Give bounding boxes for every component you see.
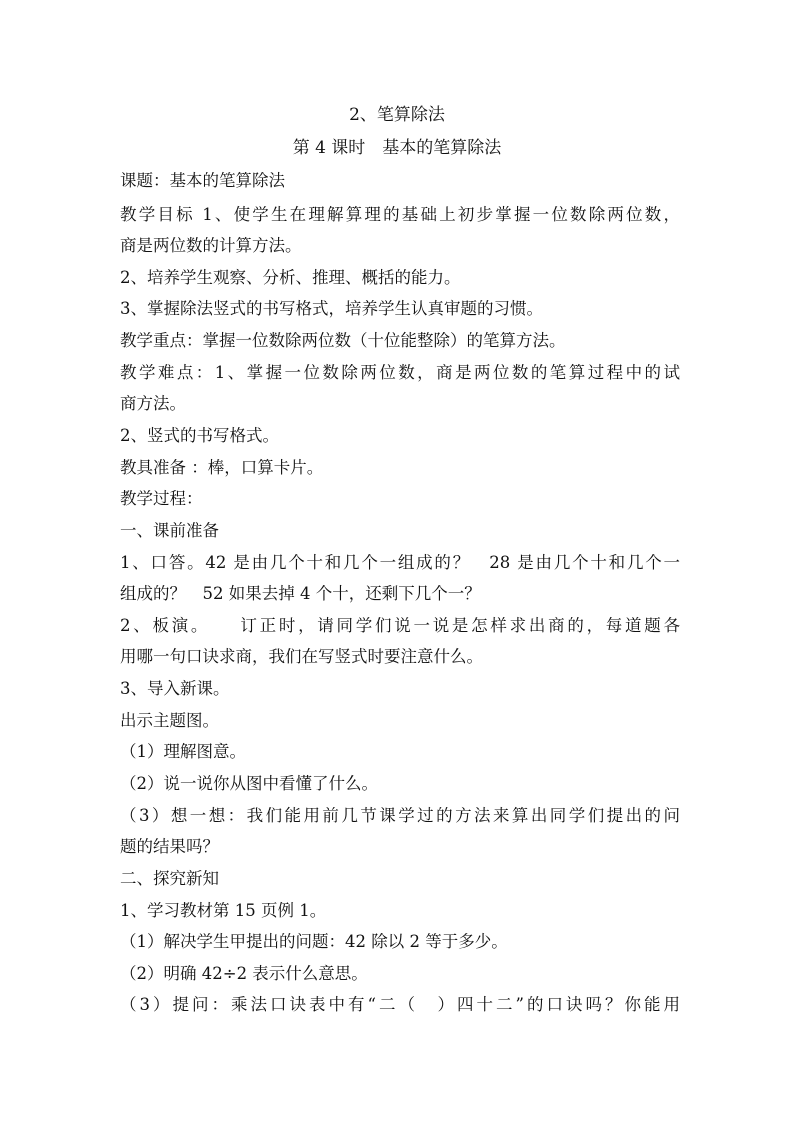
text-line: 教学重点：掌握一位数除两位数（十位能整除）的笔算方法。 <box>120 331 566 350</box>
text-line: 题的结果吗？ <box>120 837 219 856</box>
text-line: 一、课前准备 <box>120 521 219 540</box>
text-line: 1、口答。42 是由几个十和几个一组成的？ 28 是由几个十和几个一 <box>120 553 680 572</box>
text-line: 教学难点：1、掌握一位数除两位数，商是两位数的笔算过程中的试 <box>120 363 680 382</box>
text-line: （2）明确 42÷2 表示什么意思。 <box>120 964 368 983</box>
text-line: 教学目标 1、使学生在理解算理的基础上初步掌握一位数除两位数， <box>120 205 680 224</box>
text-line: 商是两位数的计算方法。 <box>120 236 302 255</box>
text-line: 3、掌握除法竖式的书写格式，培养学生认真审题的习惯。 <box>120 299 543 318</box>
text-line: 2、培养学生观察、分析、推理、概括的能力。 <box>120 268 461 287</box>
text-line: 2、竖式的书写格式。 <box>120 426 279 445</box>
text-line: 组成的？ 52 如果去掉 4 个十，还剩下几个一？ <box>120 584 481 603</box>
text-line: 1、学习教材第 15 页例 1。 <box>120 901 327 920</box>
text-line: （1）解决学生甲提出的问题：42 除以 2 等于多少。 <box>120 932 508 951</box>
text-line: 商方法。 <box>120 394 186 413</box>
text-line: 课题：基本的笔算除法 <box>120 171 285 190</box>
text-line: 教具准备 ：棒，口算卡片。 <box>120 458 324 477</box>
text-line: 教学过程： <box>120 489 203 508</box>
text-line: 出示主题图。 <box>120 711 219 730</box>
lesson-subtitle: 第 4 课时 基本的笔算除法 <box>292 138 502 158</box>
text-line: （2）说一说你从图中看懂了什么。 <box>120 774 378 793</box>
text-line: 3、导入新课。 <box>120 679 230 698</box>
text-line: （3）想一想：我们能用前几节课学过的方法来算出同学们提出的问 <box>120 806 680 825</box>
text-line: （3）提问：乘法口诀表中有“二（ ）四十二”的口诀吗？你能用 <box>120 995 680 1014</box>
section-title: 2、笔算除法 <box>349 105 445 125</box>
text-line: 用哪一句口诀求商，我们在写竖式时要注意什么。 <box>120 647 483 666</box>
text-line: （1）理解图意。 <box>120 742 246 761</box>
text-line: 二、探究新知 <box>120 869 219 888</box>
text-line: 2、板演。 订正时，请同学们说一说是怎样求出商的，每道题各 <box>120 616 680 635</box>
